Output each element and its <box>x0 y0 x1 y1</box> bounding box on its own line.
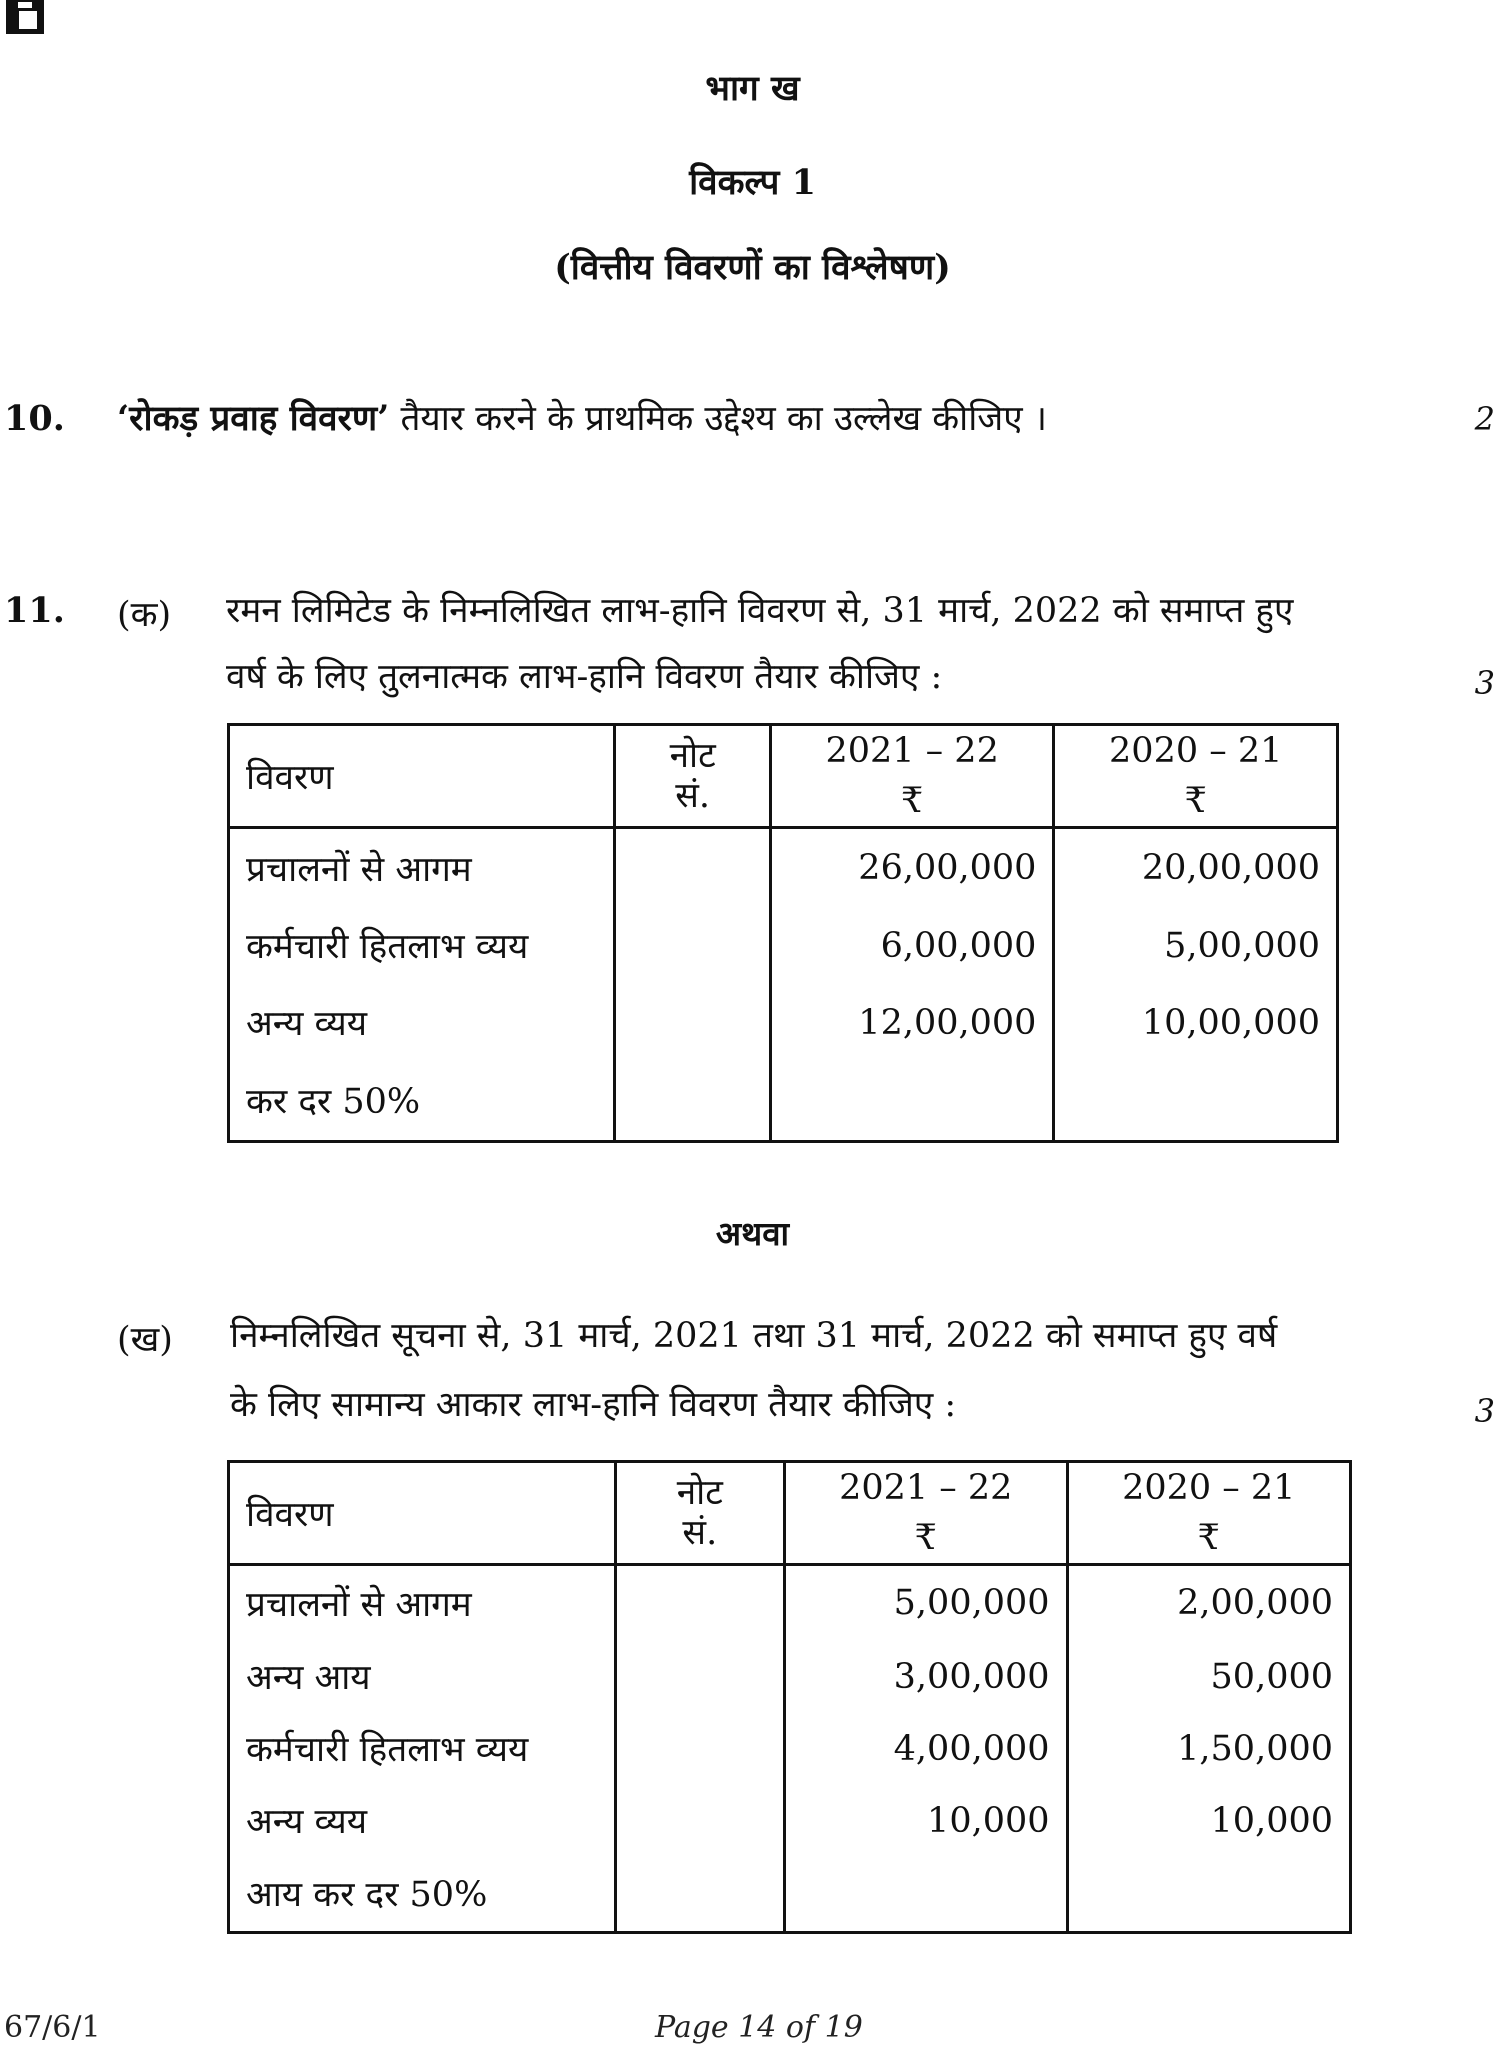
table-row <box>229 1565 1351 1641</box>
row-label: आय कर दर 50% <box>229 1857 616 1933</box>
col-header-note: नोट सं. <box>615 1462 784 1565</box>
cell-2020-21: 20,00,000 <box>1054 828 1338 908</box>
cell-2020-21: 5,00,000 <box>1054 908 1338 984</box>
cell-2021-22: 5,00,000 <box>785 1565 1067 1641</box>
question-11a-label: (क) <box>117 595 172 635</box>
row-label: अन्य व्यय <box>229 984 615 1062</box>
question-11a-line1: रमन लिमिटेड के निम्नलिखित लाभ-हानि विवरण से, 31 मार्च, 2022 को समाप्त हुए <box>226 591 1294 631</box>
cell-2021-22 <box>785 1857 1067 1933</box>
question-10-bold-term: ‘रोकड़ प्रवाह विवरण’ <box>117 398 390 439</box>
table-row <box>229 1062 1338 1142</box>
row-label: कर्मचारी हितलाभ व्यय <box>229 908 615 984</box>
question-11-number: 11. <box>4 590 65 631</box>
option-heading: विकल्प 1 <box>689 162 816 203</box>
qr-code-icon <box>6 0 44 34</box>
question-10-text <box>117 386 1047 452</box>
question-10-number: 10. <box>4 398 65 439</box>
part-heading: भाग ख <box>705 68 800 109</box>
question-11a-marks: 3 <box>1474 664 1495 702</box>
col-header-particulars: विवरण <box>229 725 615 828</box>
row-label: अन्य आय <box>229 1641 616 1713</box>
col-header-note: नोट सं. <box>615 725 771 828</box>
question-11b-label: (ख) <box>117 1320 173 1360</box>
question-10-rest: तैयार करने के प्राथमिक उद्देश्य का उल्लेख कीजिए । <box>389 399 1048 439</box>
cell-2020-21 <box>1054 1062 1338 1142</box>
page-number: Page 14 of 19 <box>655 2010 863 2045</box>
col-header-2020-21: 2020 – 21 ₹ <box>1054 725 1338 828</box>
cell-2021-22: 26,00,000 <box>770 828 1054 908</box>
table-row <box>229 1857 1351 1933</box>
table-row <box>229 1641 1351 1713</box>
paper-code: 67/6/1 <box>4 2010 101 2045</box>
col-header-2020-21: 2020 – 21 ₹ <box>1067 1462 1350 1565</box>
row-label: अन्य व्यय <box>229 1785 616 1857</box>
cell-2021-22: 6,00,000 <box>770 908 1054 984</box>
question-11b-line1: निम्नलिखित सूचना से, 31 मार्च, 2021 तथा 31 मार्च, 2022 को समाप्त हुए वर्ष <box>230 1316 1278 1356</box>
row-label: प्रचालनों से आगम <box>229 828 615 908</box>
cell-2020-21: 1,50,000 <box>1067 1713 1350 1785</box>
table-row <box>229 984 1338 1062</box>
table-row <box>229 828 1338 908</box>
section-subtitle: (वित्तीय विवरणों का विश्लेषण) <box>554 247 951 288</box>
cell-2021-22: 12,00,000 <box>770 984 1054 1062</box>
question-11a-line2: वर्ष के लिए तुलनात्मक लाभ-हानि विवरण तैयार कीजिए : <box>226 657 943 697</box>
table-11a <box>227 723 1339 1143</box>
cell-2020-21: 10,00,000 <box>1054 984 1338 1062</box>
col-header-particulars: विवरण <box>229 1462 616 1565</box>
row-label: कर दर 50% <box>229 1062 615 1142</box>
question-11b-marks: 3 <box>1474 1392 1495 1430</box>
or-heading: अथवा <box>715 1214 790 1253</box>
cell-2021-22: 10,000 <box>785 1785 1067 1857</box>
col-header-2021-22: 2021 – 22 ₹ <box>785 1462 1067 1565</box>
table-row <box>229 1713 1351 1785</box>
question-10-marks: 2 <box>1474 400 1495 438</box>
table-row <box>229 908 1338 984</box>
table-row <box>229 1785 1351 1857</box>
cell-2021-22: 4,00,000 <box>785 1713 1067 1785</box>
cell-2020-21 <box>1067 1857 1350 1933</box>
table-11b <box>227 1460 1352 1934</box>
question-11b-line2: के लिए सामान्य आकार लाभ-हानि विवरण तैयार कीजिए : <box>230 1385 957 1425</box>
cell-2020-21: 2,00,000 <box>1067 1565 1350 1641</box>
cell-2020-21: 50,000 <box>1067 1641 1350 1713</box>
col-header-2021-22: 2021 – 22 ₹ <box>770 725 1054 828</box>
cell-2020-21: 10,000 <box>1067 1785 1350 1857</box>
row-label: कर्मचारी हितलाभ व्यय <box>229 1713 616 1785</box>
cell-2021-22 <box>770 1062 1054 1142</box>
cell-2021-22: 3,00,000 <box>785 1641 1067 1713</box>
row-label: प्रचालनों से आगम <box>229 1565 616 1641</box>
